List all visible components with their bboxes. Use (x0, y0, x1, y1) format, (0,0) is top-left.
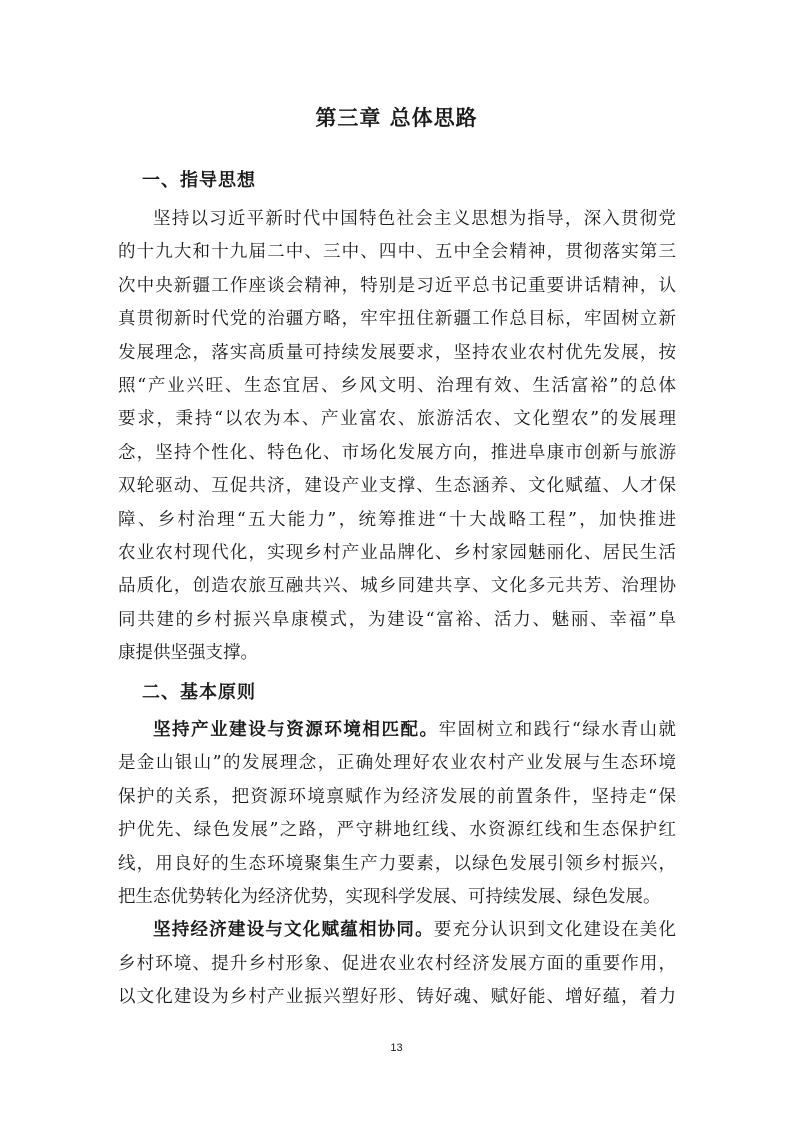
paragraph-line: 以文化建设为乡村产业振兴塑好形、铸好魂、赋好能、增好蕴，着力 (118, 987, 676, 1008)
paragraph-line: 念，坚持个性化、特色化、市场化发展方向，推进阜康市创新与旅游 (118, 442, 676, 463)
paragraph-line: 的十九大和十九届二中、三中、四中、五中全会精神，贯彻落实第三 (118, 242, 676, 263)
section-body-guiding-ideology (118, 203, 676, 670)
paragraph-line: 真贯彻新时代党的治疆方略，牢牢扭住新疆工作总目标，牢固树立新 (118, 309, 676, 330)
paragraph-line: 保护的关系，把资源环境禀赋作为经济发展的前置条件，坚持走“保 (118, 786, 676, 807)
paragraph-line: 要求，秉持“以农为本、产业富农、旅游活农、文化塑农”的发展理 (118, 409, 676, 430)
section-heading-basic-principles: 二、基本原则 (142, 682, 256, 703)
paragraph-line: 发展理念，落实高质量可持续发展要求，坚持农业农村优先发展，按 (118, 342, 676, 363)
paragraph-line: 坚持以习近平新时代中国特色社会主义思想为指导，深入贯彻党 (153, 209, 676, 229)
paragraph-line: 护优先、绿色发展”之路，严守耕地红线、水资源红线和生态保护红 (118, 820, 676, 841)
paragraph-line: 康提供坚强支撑。 (118, 643, 258, 664)
paragraph-line: 双轮驱动、互促共济，建设产业支撑、生态涵养、文化赋蕴、人才保 (118, 476, 676, 497)
principle-lead: 坚持经济建设与文化赋蕴相协同。 (153, 920, 434, 941)
principle-text: 要充分认识到文化建设在美化 (433, 920, 677, 941)
paragraph-line: 同共建的乡村振兴阜康模式，为建设“富裕、活力、魅丽、幸福”阜 (118, 609, 676, 630)
principle-lead: 坚持产业建设与资源环境相匹配。 (153, 720, 439, 740)
principle-first-line (118, 914, 676, 947)
principle-text: 牢固树立和践行“绿水青山就 (438, 720, 677, 740)
section-heading-guiding-ideology: 一、指导思想 (142, 170, 256, 191)
paragraph-line: 线，用良好的生态环境聚集生产力要素，以绿色发展引领乡村振兴， (118, 853, 676, 874)
paragraph-line: 照“产业兴旺、生态宜居、乡风文明、治理有效、生活富裕”的总体 (118, 375, 676, 396)
paragraph-line: 是金山银山”的发展理念，正确处理好农业农村产业发展与生态环境 (118, 753, 676, 774)
paragraph-line: 农业农村现代化，实现乡村产业品牌化、乡村家园魅丽化、居民生活 (118, 542, 676, 563)
paragraph-line: 把生态优势转化为经济优势，实现科学发展、可持续发展、绿色发展。 (118, 886, 661, 907)
page-number: 13 (390, 1042, 403, 1054)
paragraph-line: 障、乡村治理“五大能力”，统筹推进“十大战略工程”，加快推进 (118, 509, 676, 530)
principle-first-line (118, 714, 676, 747)
chapter-title: 第三章 总体思路 (315, 106, 478, 130)
paragraph-line: 品质化，创造农旅互融共兴、城乡同建共享、文化多元共芳、治理协 (118, 576, 676, 597)
paragraph-line: 乡村环境、提升乡村形象、促进农业农村经济发展方面的重要作用， (118, 953, 676, 974)
paragraph-line: 次中央新疆工作座谈会精神，特别是习近平总书记重要讲话精神，认 (118, 275, 676, 296)
section-body-basic-principles (118, 714, 676, 1015)
